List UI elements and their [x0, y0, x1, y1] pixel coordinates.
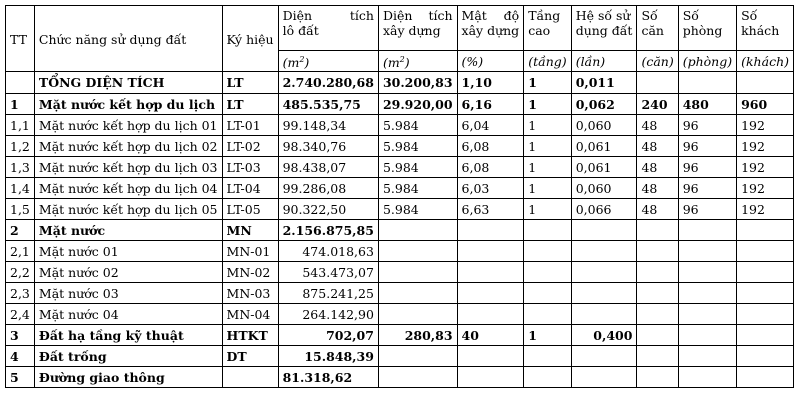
cell-rooms: [678, 283, 736, 304]
cell-rooms: [678, 304, 736, 325]
cell-far: 0,066: [571, 199, 637, 220]
cell-name: Mặt nước kết hợp du lịch 05: [34, 199, 222, 220]
cell-units: [637, 367, 678, 388]
total-land-area: 2.740.280,68: [278, 72, 378, 94]
cell-far: [571, 304, 637, 325]
cell-code: MN-02: [222, 262, 278, 283]
cell-build-area: 5.984: [378, 136, 457, 157]
cell-units: [637, 262, 678, 283]
cell-far: [571, 283, 637, 304]
cell-guests: 192: [737, 136, 794, 157]
cell-density: [457, 262, 524, 283]
cell-units: [637, 346, 678, 367]
cell-floors: 1: [524, 199, 572, 220]
cell-name: Mặt nước kết hợp du lịch 04: [34, 178, 222, 199]
cell-far: [571, 241, 637, 262]
unit-rooms: (phòng): [678, 51, 736, 72]
cell-floors: 1: [524, 94, 572, 115]
cell-tt: 3: [6, 325, 35, 346]
cell-units: 48: [637, 136, 678, 157]
header-far: Hệ số sử dụng đất: [571, 6, 637, 51]
total-floors: 1: [524, 72, 572, 94]
cell-land-area: 2.156.875,85: [278, 220, 378, 241]
cell-code: LT: [222, 94, 278, 115]
cell-tt: 2,1: [6, 241, 35, 262]
cell-land-area: 98.438,07: [278, 157, 378, 178]
cell-code: LT-04: [222, 178, 278, 199]
cell-guests: [737, 304, 794, 325]
unit-density: (%): [457, 51, 524, 72]
cell-name: Mặt nước: [34, 220, 222, 241]
cell-rooms: [678, 220, 736, 241]
cell-floors: 1: [524, 178, 572, 199]
cell-units: [637, 325, 678, 346]
cell-code: LT-02: [222, 136, 278, 157]
cell-floors: [524, 346, 572, 367]
total-tt: [6, 72, 35, 94]
cell-units: 48: [637, 157, 678, 178]
total-label: TỔNG DIỆN TÍCH: [34, 72, 222, 94]
cell-units: [637, 283, 678, 304]
cell-tt: 2,4: [6, 304, 35, 325]
cell-units: 240: [637, 94, 678, 115]
cell-name: Mặt nước kết hợp du lịch 02: [34, 136, 222, 157]
cell-rooms: 96: [678, 178, 736, 199]
cell-land-area: 543.473,07: [278, 262, 378, 283]
cell-build-area: [378, 241, 457, 262]
table-row: [6, 346, 794, 367]
cell-land-area: 98.340,76: [278, 136, 378, 157]
cell-far: 0,400: [571, 325, 637, 346]
cell-rooms: 480: [678, 94, 736, 115]
cell-units: 48: [637, 115, 678, 136]
table-row: [6, 262, 794, 283]
cell-name: Mặt nước 03: [34, 283, 222, 304]
cell-guests: [737, 325, 794, 346]
cell-floors: [524, 283, 572, 304]
cell-build-area: [378, 220, 457, 241]
header-density: Mật độ xây dựng: [457, 6, 524, 51]
cell-tt: 5: [6, 367, 35, 388]
cell-guests: 192: [737, 115, 794, 136]
land-use-table: [5, 5, 794, 388]
cell-build-area: 5.984: [378, 199, 457, 220]
header-build-area: Diện tích xây dựng: [378, 6, 457, 51]
cell-far: [571, 346, 637, 367]
cell-build-area: 5.984: [378, 115, 457, 136]
cell-floors: [524, 262, 572, 283]
cell-land-area: 702,07: [278, 325, 378, 346]
cell-floors: 1: [524, 157, 572, 178]
header-floors: Tầng cao: [524, 6, 572, 51]
cell-far: 0,061: [571, 136, 637, 157]
cell-build-area: 5.984: [378, 157, 457, 178]
cell-rooms: 96: [678, 115, 736, 136]
header-function: Chức năng sử dụng đất: [34, 6, 222, 72]
cell-build-area: 280,83: [378, 325, 457, 346]
header-rooms: Số phòng: [678, 6, 736, 51]
cell-rooms: [678, 241, 736, 262]
cell-rooms: [678, 367, 736, 388]
cell-guests: [737, 220, 794, 241]
unit-units: (căn): [637, 51, 678, 72]
cell-floors: [524, 220, 572, 241]
cell-guests: [737, 346, 794, 367]
cell-density: 6,08: [457, 136, 524, 157]
unit-build-area: $(m^2)$: [378, 51, 457, 72]
cell-land-area: 485.535,75: [278, 94, 378, 115]
cell-density: 6,63: [457, 199, 524, 220]
unit-guests: (khách): [737, 51, 794, 72]
table-row: [6, 325, 794, 346]
header-tt: TT: [6, 6, 35, 72]
data-rows: [6, 94, 794, 388]
cell-density: [457, 220, 524, 241]
cell-land-area: 15.848,39: [278, 346, 378, 367]
table-row: [6, 115, 794, 136]
total-guests: [737, 72, 794, 94]
cell-code: LT-03: [222, 157, 278, 178]
cell-code: MN: [222, 220, 278, 241]
table-row: [6, 241, 794, 262]
cell-density: 6,03: [457, 178, 524, 199]
cell-code: HTKT: [222, 325, 278, 346]
cell-name: Đất trống: [34, 346, 222, 367]
cell-tt: 1,4: [6, 178, 35, 199]
cell-far: [571, 262, 637, 283]
cell-guests: 192: [737, 199, 794, 220]
total-density: 1,10: [457, 72, 524, 94]
cell-units: [637, 241, 678, 262]
cell-land-area: 875.241,25: [278, 283, 378, 304]
cell-density: [457, 304, 524, 325]
cell-code: MN-04: [222, 304, 278, 325]
cell-rooms: 96: [678, 157, 736, 178]
cell-code: LT-01: [222, 115, 278, 136]
header-land-area: Diện tích lô đất: [278, 6, 378, 51]
cell-land-area: 99.148,34: [278, 115, 378, 136]
cell-units: [637, 304, 678, 325]
cell-tt: 1: [6, 94, 35, 115]
cell-land-area: 99.286,08: [278, 178, 378, 199]
cell-density: [457, 241, 524, 262]
header-code: Ký hiệu: [222, 6, 278, 72]
cell-tt: 2: [6, 220, 35, 241]
cell-build-area: 29.920,00: [378, 94, 457, 115]
cell-guests: [737, 262, 794, 283]
cell-code: MN-01: [222, 241, 278, 262]
header-guests: Số khách: [737, 6, 794, 51]
cell-build-area: [378, 262, 457, 283]
cell-density: 6,16: [457, 94, 524, 115]
cell-name: Mặt nước kết hợp du lịch 01: [34, 115, 222, 136]
table-row: [6, 283, 794, 304]
table-row: [6, 220, 794, 241]
cell-rooms: [678, 262, 736, 283]
cell-guests: 192: [737, 157, 794, 178]
unit-far: (lần): [571, 51, 637, 72]
cell-land-area: 81.318,62: [278, 367, 378, 388]
table-row: [6, 94, 794, 115]
cell-floors: 1: [524, 115, 572, 136]
cell-rooms: 96: [678, 136, 736, 157]
total-build-area: 30.200,83: [378, 72, 457, 94]
cell-far: [571, 220, 637, 241]
cell-name: Mặt nước 02: [34, 262, 222, 283]
table-row: [6, 136, 794, 157]
cell-guests: [737, 283, 794, 304]
total-rooms: [678, 72, 736, 94]
cell-name: Mặt nước kết hợp du lịch: [34, 94, 222, 115]
cell-tt: 1,2: [6, 136, 35, 157]
cell-name: Đất hạ tầng kỹ thuật: [34, 325, 222, 346]
cell-floors: [524, 367, 572, 388]
unit-land-area: $(m^2)$: [278, 51, 378, 72]
table-row: [6, 157, 794, 178]
cell-name: Mặt nước 01: [34, 241, 222, 262]
cell-build-area: [378, 367, 457, 388]
total-row: [6, 72, 794, 94]
cell-density: 6,04: [457, 115, 524, 136]
table-row: [6, 199, 794, 220]
table-row: [6, 304, 794, 325]
cell-name: Mặt nước 04: [34, 304, 222, 325]
cell-build-area: [378, 283, 457, 304]
cell-land-area: 90.322,50: [278, 199, 378, 220]
cell-tt: 1,3: [6, 157, 35, 178]
cell-guests: 192: [737, 178, 794, 199]
cell-land-area: 474.018,63: [278, 241, 378, 262]
cell-density: 6,08: [457, 157, 524, 178]
cell-guests: [737, 367, 794, 388]
cell-guests: [737, 241, 794, 262]
cell-tt: 4: [6, 346, 35, 367]
cell-tt: 1,1: [6, 115, 35, 136]
cell-rooms: [678, 346, 736, 367]
cell-tt: 2,2: [6, 262, 35, 283]
cell-code: [222, 367, 278, 388]
total-far: 0,011: [571, 72, 637, 94]
cell-build-area: 5.984: [378, 178, 457, 199]
cell-code: MN-03: [222, 283, 278, 304]
total-code: LT: [222, 72, 278, 94]
table-row: [6, 367, 794, 388]
cell-tt: 1,5: [6, 199, 35, 220]
cell-land-area: 264.142,90: [278, 304, 378, 325]
cell-code: DT: [222, 346, 278, 367]
cell-floors: 1: [524, 136, 572, 157]
header-units: Số căn: [637, 6, 678, 51]
cell-floors: 1: [524, 325, 572, 346]
cell-density: [457, 367, 524, 388]
cell-far: 0,060: [571, 115, 637, 136]
cell-density: 40: [457, 325, 524, 346]
cell-rooms: [678, 325, 736, 346]
cell-floors: [524, 304, 572, 325]
cell-density: [457, 346, 524, 367]
cell-build-area: [378, 304, 457, 325]
cell-floors: [524, 241, 572, 262]
cell-units: 48: [637, 178, 678, 199]
cell-name: Đường giao thông: [34, 367, 222, 388]
total-units: [637, 72, 678, 94]
cell-guests: 960: [737, 94, 794, 115]
cell-density: [457, 283, 524, 304]
cell-units: [637, 220, 678, 241]
table-row: [6, 178, 794, 199]
cell-far: 0,062: [571, 94, 637, 115]
unit-floors: (tầng): [524, 51, 572, 72]
header-row: [6, 6, 794, 51]
cell-rooms: 96: [678, 199, 736, 220]
cell-units: 48: [637, 199, 678, 220]
cell-far: [571, 367, 637, 388]
cell-build-area: [378, 346, 457, 367]
cell-far: 0,061: [571, 157, 637, 178]
cell-tt: 2,3: [6, 283, 35, 304]
cell-name: Mặt nước kết hợp du lịch 03: [34, 157, 222, 178]
cell-far: 0,060: [571, 178, 637, 199]
cell-code: LT-05: [222, 199, 278, 220]
